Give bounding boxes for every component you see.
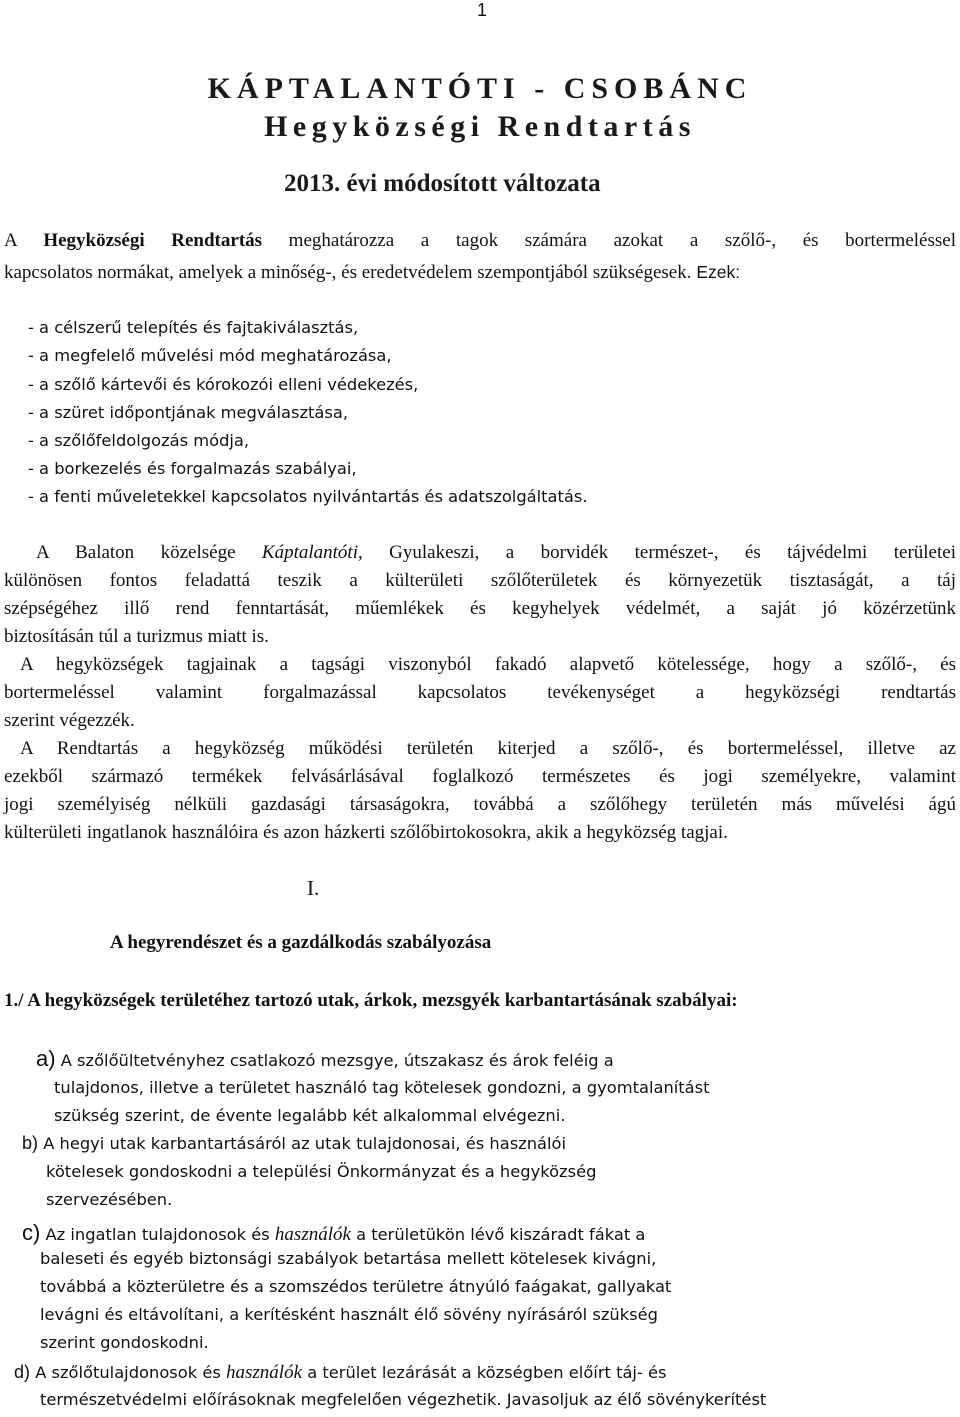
item-c-line-5: szerint gondoskodni. — [40, 1333, 209, 1352]
intro-line-1: A Hegyközségi Rendtartás meghatározza a tagok számára azokat a szőlő-, és bortermeléssel — [4, 230, 956, 251]
list-item: - a célszerű telepítés és fajtakiválasztás, — [28, 318, 359, 337]
item-a-line-2: tulajdonos, illetve a területet használó tag kötelesek gondozni, a gyomtalanítást — [54, 1078, 710, 1097]
document-subtitle: Hegyközségi Rendtartás — [264, 110, 696, 143]
list-item: - a borkezelés és forgalmazás szabályai, — [28, 459, 357, 478]
list-item: - a szőlő kártevői és kórokozói elleni védekezés, — [28, 375, 419, 394]
item-letter: c) — [22, 1220, 41, 1245]
intro-line-2: kapcsolatos normákat, amelyek a minőség-, és eredetvédelem szempontjából szükségesek. Ezek: — [4, 262, 741, 283]
para1-line-3: szépségéhez illő rend fenntartását, műemlékek és kegyhelyek védelmét, a saját jó közérzetünk — [4, 598, 956, 619]
item-c-line-3: továbbá a közterületre és a szomszédos területre átnyúló faágakat, gallyakat — [40, 1277, 672, 1296]
para3-line-2: ezekből származó termékek felvásárlásával foglalkozó természetes és jogi személyekre, valamint — [4, 766, 956, 787]
para2-line-2: bortermeléssel valamint forgalmazással kapcsolatos tevékenységet a hegyközségi rendtartás — [4, 682, 956, 703]
item-letter: b) — [22, 1133, 39, 1153]
para2-line-1: A hegyközségek tagjainak a tagsági viszonyból fakadó alapvető kötelessége, hogy a szőlő-, és — [20, 654, 956, 675]
section-title: A hegyrendészet és a gazdálkodás szabályozása — [110, 932, 492, 953]
item-b-line-1: b) A hegyi utak karbantartásáról az utak tulajdonosai, és használói — [22, 1133, 567, 1153]
subsection-title: 1./ A hegyközségek területéhez tartozó utak, árkok, mezsgyék karbantartásának szabályai: — [4, 990, 738, 1011]
item-c-line-4: levágni és eltávolítani, a kerítésként használt élő sövény nyírásáról szükség — [40, 1305, 658, 1324]
document-title: KÁPTALANTÓTI - CSOBÁNC — [207, 72, 753, 105]
item-letter: a) — [36, 1046, 56, 1071]
item-a-line-1: a) A szőlőültetvényhez csatlakozó mezsgye, útszakasz és árok feléig a — [36, 1046, 614, 1071]
rendtartas-name: Hegyközségi Rendtartás — [43, 230, 263, 251]
para2-line-3: szerint végezzék. — [4, 710, 135, 731]
item-d-line-2: természetvédelmi előírásoknak megfelelően végezhetik. Javasoljuk az élő sövénykerítést — [40, 1390, 767, 1409]
list-item: - a megfelelő művelési mód meghatározása, — [28, 346, 392, 365]
list-item: - a szüret időpontjának megválasztása, — [28, 403, 349, 422]
item-b-line-3: szervezésében. — [46, 1190, 173, 1209]
item-a-line-3: szükség szerint, de évente legalább két alkalommal elvégezni. — [54, 1106, 566, 1125]
place-name: Káptalantóti — [261, 542, 358, 563]
para3-line-1: A Rendtartás a hegyközség működési területén kiterjed a szőlő-, és bortermeléssel, illetve az — [20, 738, 956, 759]
para1-line-2: különösen fontos feladattá teszik a külterületi szőlőterületek és környezetük tisztaságát, a táj — [4, 570, 956, 591]
para1-line-1: A Balaton közelsége Káptalantóti, Gyulakeszi, a borvidék természet-, és tájvédelmi területei — [36, 542, 956, 563]
para3-line-3: jogi személyiség nélküli gazdasági társaságokra, továbbá a szőlőhegy területén más művelési ágú — [4, 794, 956, 815]
para1-line-4: biztosításán túl a turizmus miatt is. — [4, 626, 269, 647]
version-heading: 2013. évi módosított változata — [284, 170, 601, 197]
para3-line-4: külterületi ingatlanok használóira és azon házkerti szőlőbirtokosokra, akik a hegyközség tagjai. — [4, 822, 728, 843]
section-number: I. — [307, 876, 320, 900]
item-c-line-1: c) Az ingatlan tulajdonosok és használók a területükön lévő kiszáradt fákat a — [22, 1220, 646, 1245]
item-b-line-2: kötelesek gondoskodni a települési Önkormányzat és a hegyközség — [46, 1162, 597, 1181]
item-letter: d) — [14, 1362, 31, 1382]
item-d-line-1: d) A szőlőtulajdonosok és használók a terület lezárását a községben előírt táj- és — [14, 1362, 667, 1383]
page-number: 1 — [477, 0, 488, 20]
list-item: - a fenti műveletekkel kapcsolatos nyilvántartás és adatszolgáltatás. — [28, 487, 588, 506]
item-c-line-2: baleseti és egyéb biztonsági szabályok betartása mellett kötelesek kivágni, — [40, 1249, 657, 1268]
list-item: - a szőlőfeldolgozás módja, — [28, 431, 250, 450]
